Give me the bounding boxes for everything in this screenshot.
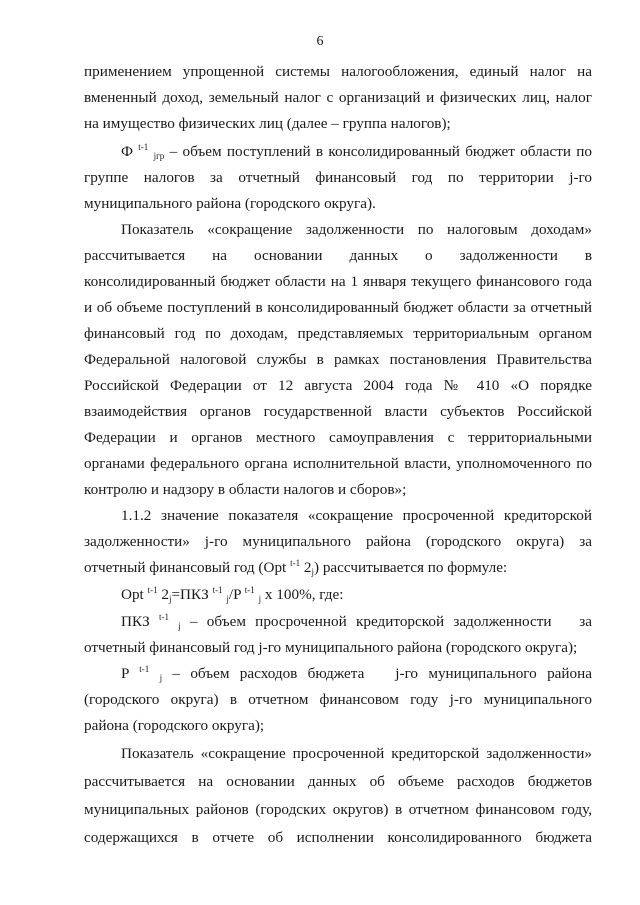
text-line: Российской Федерации от 12 августа 2004 года № 410 «О порядке — [84, 377, 592, 394]
formula-line: P $^{t-1}$ $_j$ – объем расходов бюджета j-го муниципального района — [121, 664, 592, 683]
text-line: применением упрощенной системы налогообложения, единый налог на — [84, 63, 592, 80]
formula: Opt $^{t-1}$ $2_j=ПКЗ$ $^{t-1}$ $_j$/P $^{t-1}$ $_j$ x 100%, где: — [121, 585, 344, 604]
text-line: на имущество физических лиц (далее – группа налогов); — [84, 115, 451, 132]
text-line: финансовый год по доходам, представляемых территориальным органом — [84, 325, 592, 342]
text-line: Показатель «сокращение задолженности по налоговым доходам» — [121, 221, 592, 238]
text-line: взаимодействия органов государственной власти субъектов Российской — [84, 403, 592, 420]
text-line: Федерации и органов местного самоуправления с территориальными — [84, 429, 592, 446]
page-number: 6 — [316, 34, 324, 49]
formula-line: Ф $^{t-1}$ $_{jгр}$ – объем поступлений в консолидированный бюджет области по — [121, 142, 592, 161]
text-line: группе налогов за отчетный финансовый год по территории j-го — [84, 169, 592, 186]
text-line: (городского округа) в отчетном финансовом году j-го муниципального — [84, 691, 592, 708]
text-line: 1.1.2 значение показателя «сокращение просроченной кредиторской — [121, 507, 592, 524]
text-line: района (городского округа); — [84, 717, 265, 734]
formula-line: ПКЗ $^{t-1}$ $_j$ – объем просроченной кредиторской задолженности за — [121, 612, 592, 631]
text-line: муниципального района (городского округа). — [84, 195, 376, 212]
text-line: рассчитывается на основании данных о задолженности в — [84, 247, 592, 264]
text-line: контролю и надзору в области налогов и сборов»; — [84, 481, 407, 498]
text-line: органами федерального органа исполнительной власти, уполномоченного по — [84, 455, 592, 472]
text-line: консолидированный бюджет области на 1 января текущего финансового года — [84, 273, 592, 290]
text-line: Федеральной налоговой службы в рамках постановления Правительства — [84, 351, 592, 368]
formula-line: отчетный финансовый год (Opt $^{t-1}$ $2_j$) рассчитывается по формуле: — [84, 558, 508, 577]
text-line: содержащихся в отчете об исполнении консолидированного бюджета — [84, 829, 592, 846]
text-line: муниципальных районов (городских округов) в отчетном финансовом году, — [84, 801, 592, 818]
text-line: рассчитывается на основании данных об объеме расходов бюджетов — [84, 773, 592, 790]
text-line: вмененный доход, земельный налог с организаций и физических лиц, налог — [84, 89, 592, 106]
text-line: отчетный финансовый год j-го муниципального района (городского округа); — [84, 639, 578, 656]
text-line: Показатель «сокращение просроченной кредиторской задолженности» — [121, 745, 592, 762]
text-line: и об объеме поступлений в консолидированный бюджет области за отчетный — [84, 299, 592, 316]
text-line: задолженности» j-го муниципального района (городского округа) за — [84, 533, 592, 550]
